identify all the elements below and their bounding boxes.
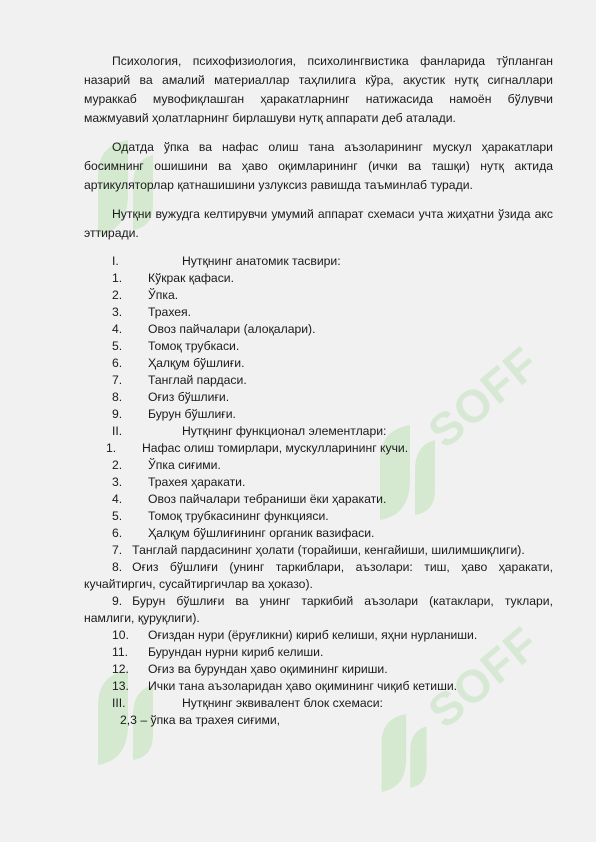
watermark-text: SOFF bbox=[418, 336, 549, 458]
list-item-number: 1. bbox=[112, 271, 123, 285]
list-item bbox=[84, 338, 553, 355]
list-item-text: 2,3 – ўпка ва трахея сиғими, bbox=[120, 713, 281, 727]
list-item-number: 5. bbox=[112, 339, 123, 353]
list-item bbox=[84, 678, 553, 695]
paragraph: Нутқни вужудга келтирувчи умумий аппарат схемаси учта жиҳатни ўзида акс эттиради. bbox=[84, 207, 553, 240]
list-item-number: II. bbox=[112, 424, 123, 438]
outline-list bbox=[84, 253, 553, 729]
list-item-text: Оғиз бўшлиғи (унинг таркиблари, аъзолари: тиш, ҳаво ҳаракати, кучайтиргич, сусайтиргичлар ва ҳоказо). bbox=[84, 560, 553, 591]
list-item-text: Танглай пардасининг ҳолати (торайиши, кенгайиши, шилимшиқлиги). bbox=[132, 543, 525, 557]
list-item bbox=[84, 542, 553, 559]
list-item-text: Овоз пайчалари тебраниши ёки ҳаракати. bbox=[148, 492, 387, 506]
paragraph: Психология, психофизиология, психолингвистика фанларида тўпланган назарий ва амалий материаллар таҳлилига кўра, акустик нутқ сигналлари мураккаб мувофиқлашган ҳаракатларнинг натижасида намоён бўлувчи мажмуавий ҳолатларнинг бирлашуви нутқ аппарати деб аталади. bbox=[84, 54, 553, 125]
list-item bbox=[84, 474, 553, 491]
list-item bbox=[84, 372, 553, 389]
list-item-number: 7. bbox=[112, 543, 123, 557]
list-item-text: Ўпка сиғими. bbox=[148, 458, 221, 472]
list-item-number: I. bbox=[112, 254, 119, 268]
list-item-number: 8. bbox=[112, 560, 123, 574]
list-item-text: Бурун бўшлиғи ва унинг таркибий аъзолари (катаклари, туклари, намлиги, қуруқлиги). bbox=[84, 594, 553, 625]
list-item-number: 4. bbox=[112, 322, 123, 336]
list-item-text: Бурун бўшлиғи. bbox=[148, 407, 236, 421]
list-item bbox=[84, 644, 553, 661]
list-item bbox=[84, 508, 553, 525]
list-item bbox=[84, 712, 553, 729]
list-item-number: 11. bbox=[112, 645, 129, 659]
list-item-number: III. bbox=[112, 696, 126, 710]
list-item-text: Кўкрак қафаси. bbox=[148, 271, 235, 285]
list-item bbox=[84, 440, 553, 457]
list-item-number: 8. bbox=[112, 390, 123, 404]
list-item bbox=[84, 287, 553, 304]
list-item-number: 3. bbox=[112, 475, 123, 489]
list-item bbox=[84, 270, 553, 287]
list-item bbox=[84, 355, 553, 372]
list-item bbox=[84, 389, 553, 406]
list-item-text: Овоз пайчалари (алоқалари). bbox=[148, 322, 316, 336]
list-item-number: 4. bbox=[112, 492, 123, 506]
document-body bbox=[84, 52, 553, 729]
list-item bbox=[84, 406, 553, 423]
list-item-text: Оғиз ва бурундан ҳаво оқимининг кириши. bbox=[148, 662, 388, 676]
list-item-number: 2. bbox=[112, 288, 123, 302]
list-item-text: Томоқ трубкасининг функцияси. bbox=[148, 509, 329, 523]
outline-heading bbox=[84, 253, 553, 270]
list-item-number: 3. bbox=[112, 305, 123, 319]
list-item-number bbox=[84, 712, 114, 729]
list-item bbox=[84, 457, 553, 474]
list-item-text: Оғиздан нури (ёруғликни) кириб келиши, яҳни нурланиши. bbox=[148, 628, 478, 642]
list-item-number: 9. bbox=[112, 594, 123, 608]
list-item-text: Ўпка. bbox=[148, 288, 179, 302]
list-item-text: Нутқнинг эквивалент блок схемаси: bbox=[182, 696, 383, 710]
list-item bbox=[84, 321, 553, 338]
list-item bbox=[84, 661, 553, 678]
list-item-number: 5. bbox=[112, 509, 123, 523]
list-item-text: Нутқнинг анатомик тасвири: bbox=[182, 254, 341, 268]
list-item-number: 2. bbox=[112, 458, 123, 472]
list-item-text: Ҳалқум бўшлиғи. bbox=[148, 356, 245, 370]
list-item-text: Ҳалқум бўшлиғининг органик вазифаси. bbox=[148, 526, 375, 540]
list-item-text: Трахея. bbox=[148, 305, 192, 319]
list-item-text: Оғиз бўшлиғи. bbox=[148, 390, 230, 404]
list-item-text: Нафас олиш томирлари, мускулларининг кучи. bbox=[142, 441, 409, 455]
outline-heading bbox=[84, 423, 553, 440]
list-item-number: 6. bbox=[112, 526, 123, 540]
outline-heading bbox=[84, 695, 553, 712]
list-item-text: Трахея ҳаракати. bbox=[148, 475, 246, 489]
list-item-text: Томоқ трубкаси. bbox=[148, 339, 240, 353]
list-item-number: 10. bbox=[112, 628, 129, 642]
paragraph: Одатда ўпка ва нафас олиш тана аъзоларининг мускул ҳаракатлари босимнинг ошишини ва ҳаво оқимларининг (ички ва ташқи) нутқ актида артикуляторлар қатнашишини узлуксиз равишда таъминлаб туради. bbox=[84, 140, 553, 192]
list-item bbox=[84, 593, 553, 627]
list-item bbox=[84, 525, 553, 542]
list-item bbox=[84, 559, 553, 593]
list-item-number: 7. bbox=[112, 373, 123, 387]
list-item-number: 1. bbox=[106, 441, 117, 455]
list-item-number: 6. bbox=[112, 356, 123, 370]
list-item bbox=[84, 304, 553, 321]
list-item bbox=[84, 491, 553, 508]
list-item-number: 12. bbox=[112, 662, 129, 676]
list-item-text: Нутқнинг функционал элементлари: bbox=[182, 424, 387, 438]
watermark-text: SOFF bbox=[418, 616, 549, 738]
list-item bbox=[84, 627, 553, 644]
list-item-number: 9. bbox=[112, 407, 123, 421]
list-item-text: Танглай пардаси. bbox=[148, 373, 247, 387]
list-item-text: Бурундан нурни кириб келиши. bbox=[148, 645, 324, 659]
list-item-text: Ички тана аъзоларидан ҳаво оқимининг чиқиб кетиши. bbox=[148, 679, 458, 693]
list-item-number: 13. bbox=[112, 679, 129, 693]
